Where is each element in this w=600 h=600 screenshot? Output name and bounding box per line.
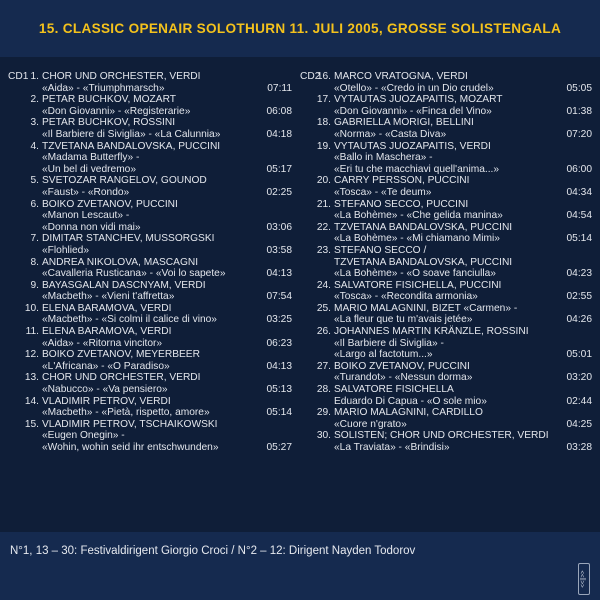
track-number: 10. — [24, 302, 39, 314]
track-text: Eduardo Di Capua - «O sole mio» — [334, 395, 487, 407]
track-text: CHOR UND ORCHESTER, VERDI — [42, 71, 201, 82]
track-line — [316, 360, 592, 373]
track-duration: 06:23 — [266, 337, 292, 349]
track-text: «Aida» - «Ritorna vincitor» — [42, 337, 163, 349]
track-line — [30, 94, 292, 106]
track-line — [42, 291, 292, 303]
track-item — [30, 256, 292, 280]
track-line — [42, 106, 292, 118]
track-line — [334, 83, 592, 95]
track-text: BOIKO ZVETANOV, PUCCINI — [334, 360, 470, 372]
track-item — [30, 94, 292, 117]
track-line — [30, 175, 292, 187]
track-line — [334, 233, 592, 245]
track-item — [30, 233, 292, 256]
track-text: «Otello» - «Credo in un Dio crudel» — [334, 82, 494, 94]
track-text: «Donna non vidi mai» — [42, 221, 141, 233]
track-text: CARRY PERSSON, PUCCINI — [334, 175, 470, 187]
track-text: BOIKO ZVETANOV, MEYERBEER — [42, 349, 200, 361]
track-duration: 04:34 — [566, 186, 592, 198]
track-line — [334, 164, 592, 176]
track-text: VLADIMIR PETROV, VERDI — [42, 395, 171, 407]
track-line — [316, 140, 592, 153]
track-text: «Tosca» - «Recondita armonia» — [334, 291, 478, 303]
track-text: BAYASGALAN DASCNYAM, VERDI — [42, 279, 206, 291]
track-number: 24. — [316, 279, 331, 291]
track-text: «Un bel di vedremo» — [42, 163, 137, 175]
footer — [0, 533, 600, 600]
track-text: ANDREA NIKOLOVA, MASCAGNI — [42, 256, 199, 268]
track-item — [316, 94, 592, 117]
track-number: 1. — [30, 71, 39, 82]
track-line — [316, 244, 592, 257]
track-duration: 04:13 — [266, 268, 292, 280]
track-item — [316, 384, 592, 407]
track-line — [42, 384, 292, 396]
track-duration: 05:27 — [266, 442, 292, 453]
track-number: 11. — [25, 326, 39, 338]
track-line — [334, 338, 592, 350]
track-item — [316, 302, 592, 326]
page-title: 15. CLASSIC OPENAIR SOLOTHURN 11. JULI 2005, GROSSE SOLISTENGALA — [38, 20, 562, 36]
track-number: 20. — [316, 175, 331, 187]
track-text: «Norma» - «Casta Diva» — [334, 128, 447, 140]
track-text: «Madama Butterfly» - — [42, 152, 140, 164]
track-duration: 03:20 — [566, 372, 592, 384]
track-duration: 03:28 — [566, 442, 592, 453]
track-text: «Nabucco» - «Va pensiero» — [42, 384, 168, 396]
track-duration: 07:54 — [266, 291, 292, 303]
track-text: «Cuore n'grato» — [334, 418, 407, 430]
track-line — [334, 268, 592, 280]
track-line — [42, 152, 292, 164]
track-number: 4. — [30, 140, 39, 152]
track-line — [42, 164, 292, 176]
track-line — [30, 233, 292, 245]
track-text: «Largo al factotum...» — [334, 349, 433, 361]
track-duration: 05:13 — [266, 384, 292, 396]
track-line — [316, 384, 592, 396]
track-line — [334, 314, 592, 326]
track-item — [316, 407, 592, 430]
track-duration: 06:08 — [266, 105, 292, 117]
track-line — [42, 222, 292, 234]
track-duration: 04:13 — [266, 360, 292, 372]
track-line — [42, 407, 292, 419]
track-number: 26. — [316, 326, 331, 338]
track-duration: 03:06 — [266, 221, 292, 233]
track-text: «L'Africana» - «O Paradiso» — [42, 360, 170, 372]
track-number: 29. — [316, 407, 331, 419]
track-text: SALVATORE FISICHELLA — [334, 384, 454, 396]
track-text: BOIKO ZVETANOV, PUCCINI — [42, 198, 178, 210]
track-line — [42, 210, 292, 222]
track-line — [42, 361, 292, 373]
label-badge — [578, 563, 590, 595]
track-line — [30, 117, 292, 129]
track-item — [30, 198, 292, 234]
track-line — [30, 279, 292, 292]
track-text: «Cavalleria Rusticana» - «Voi lo sapete» — [42, 268, 226, 280]
track-text: MARIO MALAGNINI, CARDILLO — [334, 407, 483, 419]
track-duration: 04:18 — [266, 128, 292, 140]
track-text: «La Bohème» - «O soave fanciulla» — [334, 268, 496, 280]
track-line — [334, 152, 592, 164]
track-text: «Don Giovanni» - «Finca del Vino» — [334, 105, 492, 117]
track-duration: 05:05 — [566, 82, 592, 94]
track-line — [42, 187, 292, 199]
track-item — [316, 221, 592, 245]
track-text: «Faust» - «Rondo» — [42, 186, 130, 198]
track-line — [24, 395, 292, 408]
track-duration: 05:14 — [266, 407, 292, 419]
track-line — [42, 245, 292, 257]
track-item — [316, 140, 592, 176]
track-line — [24, 349, 292, 361]
track-item — [25, 326, 292, 349]
track-line — [42, 314, 292, 326]
track-text: TZVETANA BANDALOVSKA, PUCCINI — [334, 221, 513, 233]
track-text: «Macbeth» - «Si colmi il calice di vino» — [42, 314, 217, 326]
tracklist-panel — [0, 57, 600, 532]
track-text: «Tosca» - «Te deum» — [334, 186, 432, 198]
track-line — [316, 302, 592, 315]
track-text: «Don Giovanni» - «Registerarie» — [42, 105, 191, 117]
track-line — [316, 198, 592, 211]
track-item — [24, 395, 292, 419]
track-number: 30. — [316, 430, 331, 442]
track-number: 7. — [30, 233, 39, 245]
track-text: MARIO MALAGNINI, BIZET «Carmen» - — [334, 302, 518, 314]
track-number: 22. — [316, 221, 331, 233]
track-line — [334, 210, 592, 222]
track-line — [30, 198, 292, 211]
cd2-column — [300, 71, 592, 454]
track-duration: 02:25 — [266, 186, 292, 198]
cd2-tracks — [300, 71, 592, 454]
track-line — [42, 338, 292, 350]
track-line — [316, 326, 592, 338]
track-line — [24, 302, 292, 315]
track-text: STEFANO SECCO, PUCCINI — [334, 198, 469, 210]
track-text: SOLISTEN; CHOR UND ORCHESTER, VERDI — [334, 430, 549, 442]
track-number: 28. — [316, 384, 331, 396]
track-text: DIMITAR STANCHEV, MUSSORGSKI — [42, 233, 215, 245]
track-line — [30, 71, 292, 83]
track-item — [30, 175, 292, 198]
track-text: «Macbeth» - «Vieni t'affretta» — [42, 291, 175, 303]
track-item — [30, 71, 292, 94]
track-number: 5. — [30, 175, 39, 187]
track-text: JOHANNES MARTIN KRÄNZLE, ROSSINI — [334, 326, 529, 338]
track-line — [24, 418, 292, 431]
track-text: «Il Barbiere di Siviglia» - «La Calunnia» — [42, 128, 221, 140]
track-duration: 02:55 — [566, 291, 592, 303]
track-text: ELENA BARAMOVA, VERDI — [42, 302, 172, 314]
track-line — [334, 291, 592, 303]
track-duration: 05:17 — [266, 163, 292, 175]
track-line — [316, 407, 592, 419]
track-text: «Eugen Onegin» - — [42, 430, 125, 442]
track-number: 13. — [24, 372, 39, 384]
track-duration: 01:38 — [566, 105, 592, 117]
track-text: MARCO VRATOGNA, VERDI — [334, 71, 468, 82]
track-text: VLADIMIR PETROV, TSCHAIKOWSKI — [42, 418, 218, 430]
track-line — [316, 221, 592, 234]
track-item — [316, 175, 592, 198]
track-line — [30, 140, 292, 153]
track-line — [334, 257, 592, 269]
track-text: «Il Barbiere di Siviglia» - — [334, 337, 444, 349]
track-duration: 04:25 — [566, 418, 592, 430]
track-number: 6. — [30, 198, 39, 210]
track-item — [316, 279, 592, 303]
track-line — [316, 175, 592, 187]
track-text: «Eri tu che macchiavi quell'anima...» — [334, 163, 500, 175]
track-text: STEFANO SECCO / — [334, 244, 427, 256]
track-text: «Macbeth» - «Pietà, rispetto, amore» — [42, 407, 210, 419]
track-number: 12. — [24, 349, 39, 361]
track-line — [316, 94, 592, 106]
track-line — [334, 396, 592, 408]
track-item — [316, 430, 592, 453]
track-item — [30, 140, 292, 176]
track-line — [24, 372, 292, 384]
track-text: «Manon Lescaut» - — [42, 210, 130, 222]
track-text: SVETOZAR RANGELOV, GOUNOD — [42, 175, 207, 187]
track-number: 17. — [316, 94, 331, 106]
track-item — [30, 117, 292, 140]
track-text: «Aida» - «Triumphmarsch» — [42, 82, 165, 94]
track-duration: 07:11 — [267, 82, 292, 94]
track-line — [42, 268, 292, 280]
track-number: 8. — [30, 256, 39, 268]
track-number: 3. — [30, 117, 39, 129]
cd2-label: CD2 — [300, 71, 321, 82]
track-text: «Flohlied» — [42, 244, 90, 256]
track-duration: 04:26 — [566, 314, 592, 326]
track-item — [316, 244, 592, 280]
track-duration: 05:14 — [566, 233, 592, 245]
cd1-column — [8, 71, 292, 454]
track-line — [316, 279, 592, 292]
conductor-credits: N°1, 13 – 30: Festivaldirigent Giorgio Croci / N°2 – 12: Dirigent Nayden Todorov — [10, 545, 416, 557]
track-line — [316, 117, 592, 129]
track-line — [316, 71, 592, 83]
track-line — [334, 106, 592, 118]
track-duration: 06:00 — [566, 163, 592, 175]
track-line — [334, 419, 592, 431]
track-line — [42, 83, 292, 95]
track-line — [42, 442, 292, 454]
track-text: «Ballo in Maschera» - — [334, 152, 433, 164]
track-line — [334, 442, 592, 454]
track-text: «La Bohème» - «Che gelida manina» — [334, 210, 503, 222]
track-item — [24, 349, 292, 372]
track-duration: 04:54 — [566, 210, 592, 222]
track-text: TZVETANA BANDALOVSKA, PUCCINI — [334, 256, 513, 268]
track-text: ELENA BARAMOVA, VERDI — [42, 326, 172, 338]
track-item — [24, 372, 292, 396]
track-line — [334, 372, 592, 384]
track-number: 19. — [316, 140, 331, 152]
track-number: 2. — [30, 94, 39, 106]
track-number: 18. — [316, 117, 331, 129]
track-duration: 07:20 — [566, 128, 592, 140]
track-number: 25. — [316, 302, 331, 314]
track-line — [42, 430, 292, 442]
track-line — [316, 430, 592, 442]
track-duration: 02:44 — [566, 395, 592, 407]
track-text: «Wohin, wohin seid ihr entschwunden» — [42, 442, 219, 453]
track-text: PETAR BUCHKOV, ROSSINI — [42, 117, 176, 129]
track-text: CHOR UND ORCHESTER, VERDI — [42, 372, 201, 384]
track-number: 27. — [316, 360, 331, 372]
track-line — [30, 256, 292, 269]
track-number: 9. — [30, 279, 39, 291]
track-item — [316, 71, 592, 94]
track-text: «Turandot» - «Nessun dorma» — [334, 372, 473, 384]
track-item — [24, 418, 292, 454]
track-text: VYTAUTAS JUOZAPAITIS, VERDI — [334, 140, 491, 152]
track-number: 15. — [24, 418, 39, 430]
track-text: TZVETANA BANDALOVSKA, PUCCINI — [42, 140, 221, 152]
track-text: PETAR BUCHKOV, MOZART — [42, 94, 176, 106]
track-text: «La Traviata» - «Brindisi» — [334, 442, 450, 453]
track-text: SALVATORE FISICHELLA, PUCCINI — [334, 279, 502, 291]
track-item — [24, 302, 292, 326]
track-text: «La Bohème» - «Mi chiamano Mimi» — [334, 233, 500, 245]
track-item — [316, 198, 592, 222]
track-text: VYTAUTAS JUOZAPAITIS, MOZART — [334, 94, 503, 106]
track-item — [316, 326, 592, 361]
track-duration: 04:23 — [566, 268, 592, 280]
track-line — [25, 326, 292, 338]
track-text: «La fleur que tu m'avais jetée» — [334, 314, 473, 326]
track-duration: 03:25 — [266, 314, 292, 326]
track-duration: 03:58 — [266, 244, 292, 256]
track-number: 14. — [24, 395, 39, 407]
track-text: GABRIELLA MORIGI, BELLINI — [334, 117, 474, 129]
track-number: 23. — [316, 244, 331, 256]
badge-text: <<||>> — [581, 570, 588, 588]
track-number: 16. — [316, 71, 331, 82]
track-item — [30, 279, 292, 303]
cd1-tracks — [8, 71, 292, 454]
cd1-label: CD1 — [8, 71, 29, 82]
track-item — [316, 360, 592, 384]
track-duration: 05:01 — [566, 349, 592, 361]
track-line — [42, 129, 292, 141]
track-item — [316, 117, 592, 140]
track-line — [334, 129, 592, 141]
track-line — [334, 349, 592, 361]
track-line — [334, 187, 592, 199]
track-number: 21. — [316, 198, 331, 210]
